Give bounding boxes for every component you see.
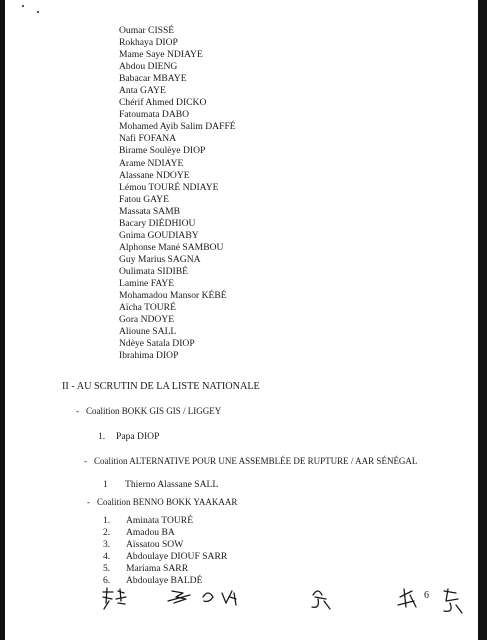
candidate-name: Guy Marius SAGNA	[119, 253, 201, 265]
list-item	[103, 479, 218, 490]
list-item	[103, 551, 227, 563]
initial-stroke	[116, 589, 126, 604]
initial-stroke	[203, 593, 213, 602]
coalition-name: Coalition ALTERNATIVE POUR UNE ASSEMBLÉE DE RUPTURE / AAR SÉNÉGAL	[94, 456, 418, 466]
candidate-name: Aïssatou SOW	[126, 539, 184, 551]
candidate-name: Rokhaya DIOP	[119, 37, 178, 49]
coalition-name: Coalition BOKK GIS GIS / LIGGEY	[86, 406, 222, 416]
candidate-name: Birame Soulèye DIOP	[119, 145, 206, 157]
candidate-name: Gnima GOUDIABY	[119, 229, 199, 241]
item-number: 5.	[103, 563, 111, 575]
candidate-name: Alassane NDOYE	[119, 169, 190, 181]
candidate-name: Thierno Alassane SALL	[125, 479, 219, 490]
candidate-name: Aminata TOURÉ	[126, 515, 194, 526]
candidate-name: Ndèye Satala DIOP	[119, 338, 195, 350]
candidate-name: Mohamed Ayib Salim DAFFÉ	[119, 121, 236, 133]
candidate-name: Amadou BA	[126, 527, 175, 539]
candidate-name: Gora NDOYE	[119, 314, 175, 326]
candidate-name: Mariama SARR	[126, 563, 189, 575]
initial-stroke	[168, 591, 190, 603]
candidate-name: Nafi FOFANA	[119, 133, 177, 145]
candidate-name: Aïcha TOURÉ	[119, 302, 176, 314]
initial-stroke	[222, 591, 236, 605]
candidate-name: Oulimata SIDIBÉ	[119, 265, 189, 277]
candidate-name: Abdou DIENG	[119, 61, 178, 73]
candidate-name: Massata SAMB	[119, 205, 181, 217]
handwritten-initials	[0, 583, 487, 623]
list-item	[103, 539, 227, 551]
candidate-name: Papa DIOP	[116, 431, 160, 442]
item-number: 1.	[103, 515, 111, 526]
list-dash: -	[84, 456, 87, 466]
candidate-name: Alphonse Mané SAMBOU	[119, 241, 224, 253]
item-number: 1	[103, 479, 108, 490]
scan-edge-left	[0, 0, 5, 640]
candidate-name: Lémou TOURÉ NDIAYE	[119, 181, 219, 193]
candidate-name: Arame NDIAYE	[119, 157, 184, 169]
candidate-name: Babacar MBAYE	[119, 73, 187, 85]
candidate-name: Chérif Ahmed DICKO	[119, 97, 207, 109]
page-number: 6	[424, 590, 429, 601]
initial-stroke	[103, 588, 113, 609]
list-item	[103, 527, 227, 539]
initial-stroke	[398, 589, 416, 607]
list-item	[98, 431, 159, 442]
list-dash: -	[76, 406, 79, 416]
candidate-name: Mohamadou Mansor KÉBÉ	[119, 290, 227, 302]
candidate-name-list	[119, 25, 236, 362]
scan-edge-right	[478, 0, 487, 640]
candidate-name: Bacary DIÉDHIOU	[119, 217, 196, 229]
candidate-name: Lamine FAYE	[119, 277, 175, 289]
coalition-heading	[84, 456, 417, 466]
list-item	[103, 563, 227, 575]
scan-speck	[22, 5, 24, 7]
candidate-name: Mame Saye NDIAYE	[119, 49, 203, 61]
candidate-name: Anta GAYE	[119, 85, 166, 97]
item-number: 1.	[98, 431, 106, 442]
item-number: 3.	[103, 539, 111, 551]
list-dash: -	[87, 497, 90, 507]
candidate-name: Abdoulaye DIOUF SARR	[126, 551, 228, 563]
initial-stroke	[444, 589, 462, 613]
coalition-name: Coalition BENNO BOKK YAAKAAR	[97, 497, 238, 507]
candidate-name: Fatou GAYE	[119, 193, 170, 205]
list-item	[103, 515, 227, 527]
initial-stroke	[312, 591, 330, 609]
candidate-name: Oumar CISSÉ	[119, 25, 175, 36]
section-heading: II - AU SCRUTIN DE LA LISTE NATIONALE	[62, 381, 260, 392]
candidate-name: Ibrahima DIOP	[119, 350, 179, 362]
coalition-heading	[87, 497, 237, 507]
item-number: 2.	[103, 527, 111, 539]
item-number: 6.	[103, 575, 111, 587]
coalition-heading	[76, 406, 221, 416]
candidate-name: Fatoumata DABO	[119, 109, 190, 121]
candidate-name: Abdoulaye BALDÉ	[126, 575, 203, 587]
candidate-name: Alioune SALL	[119, 326, 177, 338]
scan-speck	[37, 11, 39, 13]
numbered-candidate-list	[103, 515, 227, 588]
item-number: 4.	[103, 551, 111, 563]
